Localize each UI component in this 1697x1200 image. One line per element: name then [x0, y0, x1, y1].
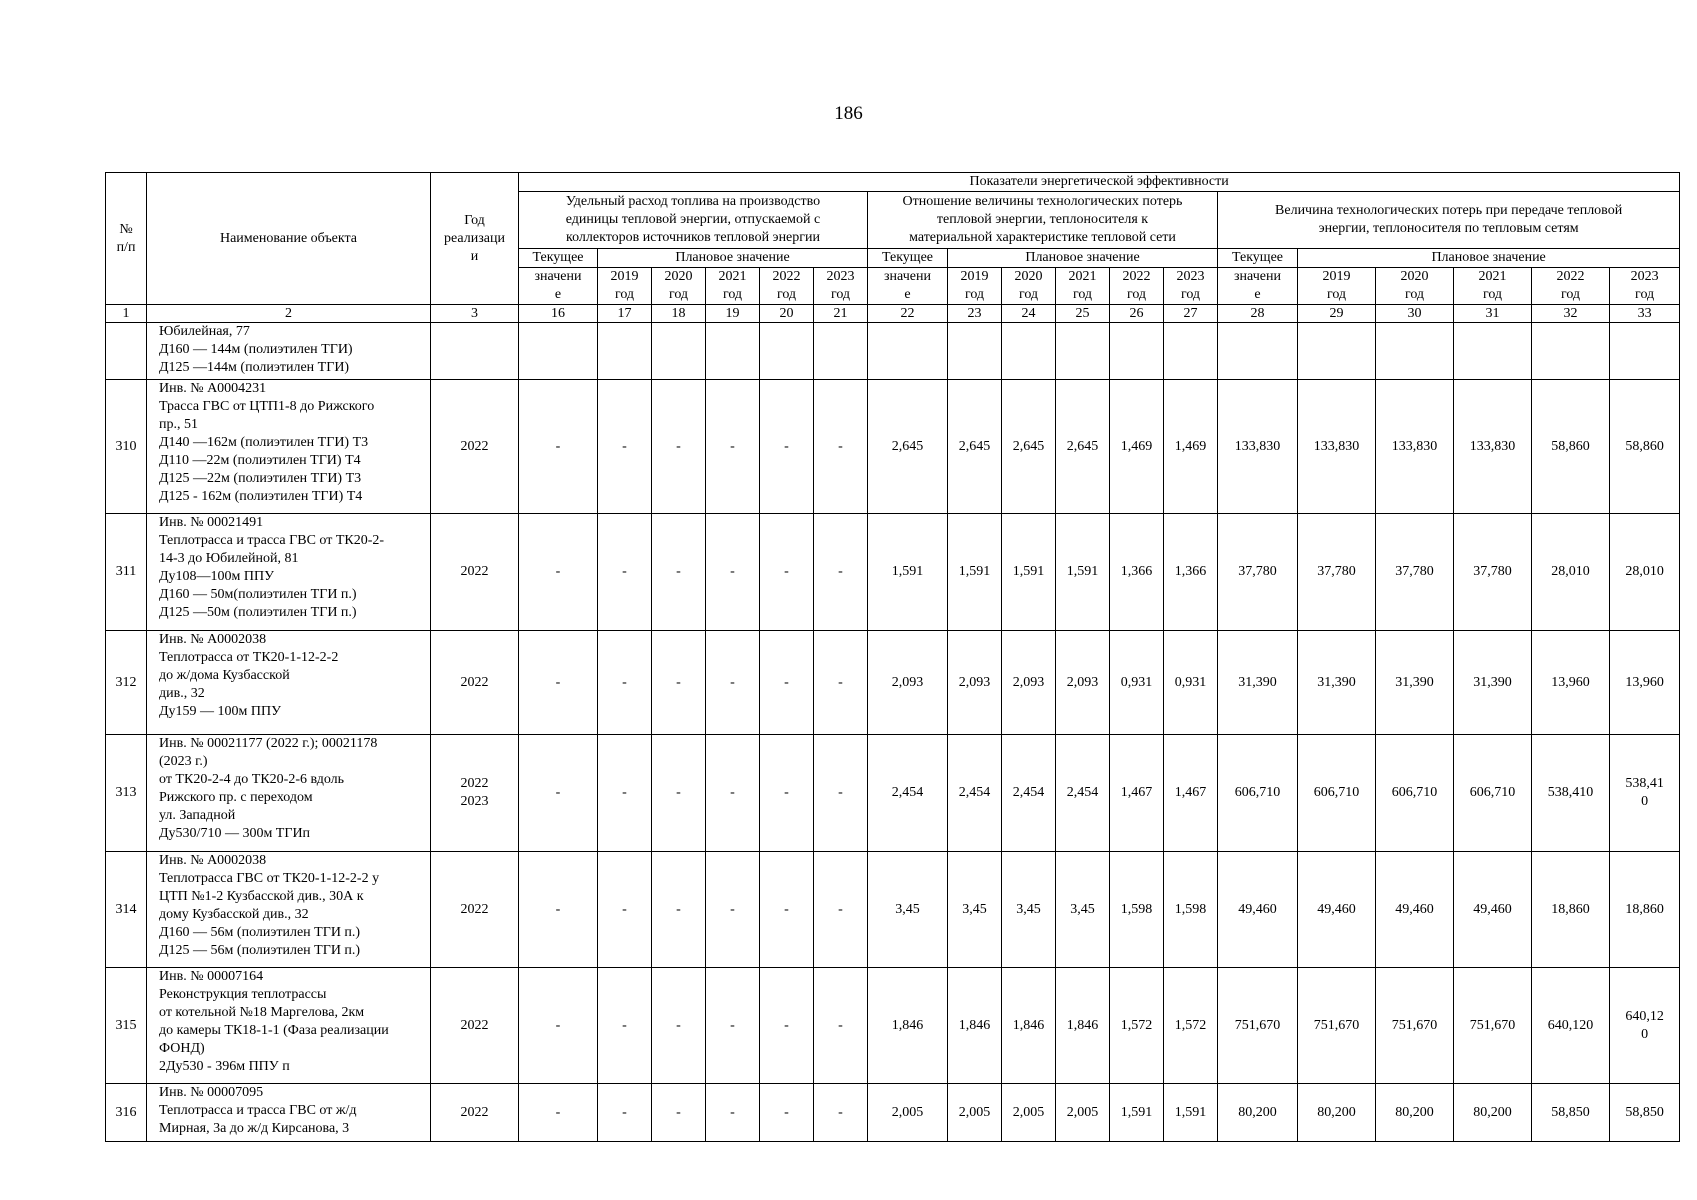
indicator-value — [1376, 323, 1454, 380]
indicator-value: 751,670 — [1376, 968, 1454, 1084]
indicator-value: - — [519, 380, 598, 514]
indicator-value: 2,645 — [948, 380, 1002, 514]
indicator-value: 133,830 — [1376, 380, 1454, 514]
table-row — [106, 735, 1680, 852]
implementation-year: 2022 — [431, 1084, 519, 1142]
indicator-value: 538,41 0 — [1610, 735, 1680, 852]
indicator-value: 37,780 — [1298, 514, 1376, 631]
header-current-value: значени е — [868, 268, 948, 305]
indicator-value: 1,591 — [1164, 1084, 1218, 1142]
indicator-value: 640,12 0 — [1610, 968, 1680, 1084]
indicator-value: 3,45 — [1002, 852, 1056, 968]
indicator-value: 1,591 — [1110, 1084, 1164, 1142]
header-year: Год реализаци и — [431, 173, 519, 305]
indicator-value: - — [706, 1084, 760, 1142]
header-year-2022: 2022 год — [1110, 268, 1164, 305]
indicator-value: 31,390 — [1298, 631, 1376, 735]
indicator-value: 1,467 — [1164, 735, 1218, 852]
indicator-value: 133,830 — [1454, 380, 1532, 514]
object-name: Инв. № 00021177 (2022 г.); 00021178 (2023 г.) от ТК20-2-4 до ТК20-2-6 вдоль Рижского пр. с переходом ул. Западной Ду530/710 — 300м ТГИп — [147, 735, 431, 852]
indicator-value: 751,670 — [1218, 968, 1298, 1084]
indicator-value: 606,710 — [1298, 735, 1376, 852]
indicator-value — [868, 323, 948, 380]
column-number: 22 — [868, 305, 948, 323]
indicator-value: 1,598 — [1110, 852, 1164, 968]
column-number: 27 — [1164, 305, 1218, 323]
indicator-value — [519, 323, 598, 380]
implementation-year: 2022 2023 — [431, 735, 519, 852]
header-year-2021: 2021 год — [706, 268, 760, 305]
indicator-value: 133,830 — [1298, 380, 1376, 514]
indicator-value: 2,005 — [868, 1084, 948, 1142]
indicator-value: - — [706, 735, 760, 852]
object-name: Инв. № 00021491 Теплотрасса и трасса ГВС от ТК20-2- 14-3 до Юбилейной, 81 Ду108—100м ППУ Д160 — 50м(полиэтилен ТГИ п.) Д125 —50м (полиэтилен ТГИ п.) — [147, 514, 431, 631]
indicator-value: - — [598, 852, 652, 968]
indicator-value: 37,780 — [1218, 514, 1298, 631]
header-group-loss-ratio: Отношение величины технологических потерь тепловой энергии, теплоносителя к материальной характеристике тепловой сети — [868, 192, 1218, 249]
row-number: 310 — [106, 380, 147, 514]
indicator-value — [1610, 323, 1680, 380]
indicator-value — [1110, 323, 1164, 380]
header-year-2023: 2023 год — [1610, 268, 1680, 305]
implementation-year: 2022 — [431, 380, 519, 514]
header-current: Текущее — [519, 249, 598, 268]
header-year-2022: 2022 год — [1532, 268, 1610, 305]
indicator-value: 1,591 — [948, 514, 1002, 631]
indicator-value: - — [652, 968, 706, 1084]
indicator-value: 2,454 — [868, 735, 948, 852]
indicator-value — [1164, 323, 1218, 380]
indicator-value: 751,670 — [1298, 968, 1376, 1084]
indicator-value: - — [760, 968, 814, 1084]
indicator-value: 2,005 — [1056, 1084, 1110, 1142]
indicator-value: - — [598, 968, 652, 1084]
column-number: 18 — [652, 305, 706, 323]
indicator-value: 18,860 — [1610, 852, 1680, 968]
indicator-value: - — [706, 968, 760, 1084]
indicator-value: - — [760, 852, 814, 968]
column-number: 20 — [760, 305, 814, 323]
indicator-value: 49,460 — [1376, 852, 1454, 968]
column-number: 2 — [147, 305, 431, 323]
energy-efficiency-table — [105, 172, 1680, 1142]
indicator-value: - — [814, 735, 868, 852]
column-number: 21 — [814, 305, 868, 323]
row-number: 311 — [106, 514, 147, 631]
indicator-value — [1298, 323, 1376, 380]
page-number: 186 — [834, 103, 863, 124]
header-group-fuel: Удельный расход топлива на производство единицы тепловой энергии, отпускаемой с коллекторов источников тепловой энергии — [519, 192, 868, 249]
indicator-value: - — [519, 852, 598, 968]
column-number: 29 — [1298, 305, 1376, 323]
implementation-year: 2022 — [431, 514, 519, 631]
indicator-value: 751,670 — [1454, 968, 1532, 1084]
implementation-year — [431, 323, 519, 380]
header-current: Текущее — [868, 249, 948, 268]
indicator-value: 28,010 — [1532, 514, 1610, 631]
indicator-value — [706, 323, 760, 380]
table-row — [106, 852, 1680, 968]
indicator-value: 2,093 — [1002, 631, 1056, 735]
column-number: 16 — [519, 305, 598, 323]
header-current-value: значени е — [519, 268, 598, 305]
header-year-2020: 2020 год — [652, 268, 706, 305]
indicator-value: 31,390 — [1454, 631, 1532, 735]
table-body — [106, 323, 1680, 1142]
indicator-value: 49,460 — [1298, 852, 1376, 968]
indicator-value: 1,846 — [948, 968, 1002, 1084]
implementation-year: 2022 — [431, 852, 519, 968]
indicator-value: - — [760, 1084, 814, 1142]
indicator-value: 1,366 — [1164, 514, 1218, 631]
indicator-value: 3,45 — [868, 852, 948, 968]
column-number: 28 — [1218, 305, 1298, 323]
indicator-value — [760, 323, 814, 380]
indicator-value: 13,960 — [1532, 631, 1610, 735]
row-number: 316 — [106, 1084, 147, 1142]
indicator-value: 80,200 — [1376, 1084, 1454, 1142]
indicator-value — [1532, 323, 1610, 380]
implementation-year: 2022 — [431, 968, 519, 1084]
column-number: 3 — [431, 305, 519, 323]
object-name: Инв. № 00007164 Реконструкция теплотрассы от котельной №18 Маргелова, 2км до камеры ТК18-1-1 (Фаза реализации ФОНД) 2Ду530 - 396м ППУ п — [147, 968, 431, 1084]
indicator-value: - — [652, 514, 706, 631]
indicator-value: 1,846 — [1002, 968, 1056, 1084]
row-number: 313 — [106, 735, 147, 852]
indicator-value: - — [814, 1084, 868, 1142]
indicator-value: - — [598, 380, 652, 514]
indicator-value: 1,591 — [868, 514, 948, 631]
indicator-value: 2,645 — [868, 380, 948, 514]
header-year-2019: 2019 год — [598, 268, 652, 305]
indicator-value: - — [519, 968, 598, 1084]
indicator-value: 2,645 — [1002, 380, 1056, 514]
object-name: Инв. № 00007095 Теплотрасса и трасса ГВС от ж/д Мирная, 3а до ж/д Кирсанова, 3 — [147, 1084, 431, 1142]
indicator-value: 2,454 — [1056, 735, 1110, 852]
header-current: Текущее — [1218, 249, 1298, 268]
indicator-value: 538,410 — [1532, 735, 1610, 852]
indicator-value: - — [652, 631, 706, 735]
header-year-2021: 2021 год — [1454, 268, 1532, 305]
header-year-2022: 2022 год — [760, 268, 814, 305]
indicator-value: - — [598, 735, 652, 852]
indicator-value — [1002, 323, 1056, 380]
indicator-value: 1,572 — [1164, 968, 1218, 1084]
indicator-value: 2,005 — [1002, 1084, 1056, 1142]
indicator-value: - — [652, 380, 706, 514]
indicator-value: 58,850 — [1532, 1084, 1610, 1142]
table-row — [106, 968, 1680, 1084]
indicator-value: 1,366 — [1110, 514, 1164, 631]
indicator-value: 58,860 — [1532, 380, 1610, 514]
column-number: 17 — [598, 305, 652, 323]
row-number: 314 — [106, 852, 147, 968]
indicator-value: 58,860 — [1610, 380, 1680, 514]
header-year-2021: 2021 год — [1056, 268, 1110, 305]
indicator-value: 2,454 — [948, 735, 1002, 852]
indicator-value: 2,093 — [868, 631, 948, 735]
indicator-value: - — [519, 1084, 598, 1142]
indicator-value: 1,846 — [1056, 968, 1110, 1084]
indicator-value: 58,850 — [1610, 1084, 1680, 1142]
row-number — [106, 323, 147, 380]
indicator-value: - — [814, 852, 868, 968]
indicator-value: - — [814, 631, 868, 735]
indicator-value: - — [760, 514, 814, 631]
row-number: 315 — [106, 968, 147, 1084]
indicator-value: 28,010 — [1610, 514, 1680, 631]
header-group-loss-value: Величина технологических потерь при передаче тепловой энергии, теплоносителя по тепловым сетям — [1218, 192, 1680, 249]
indicator-value: 49,460 — [1218, 852, 1298, 968]
table-row — [106, 323, 1680, 380]
indicator-value: 1,572 — [1110, 968, 1164, 1084]
indicator-value: - — [652, 852, 706, 968]
indicator-value — [652, 323, 706, 380]
row-number: 312 — [106, 631, 147, 735]
indicator-value — [814, 323, 868, 380]
header-year-2023: 2023 год — [814, 268, 868, 305]
indicator-value: - — [760, 631, 814, 735]
header-planned: Плановое значение — [1298, 249, 1680, 268]
indicator-value: - — [814, 968, 868, 1084]
indicator-value: - — [706, 852, 760, 968]
indicator-value — [1056, 323, 1110, 380]
header-no: № п/п — [106, 173, 147, 305]
indicator-value: - — [706, 380, 760, 514]
indicator-value: 1,467 — [1110, 735, 1164, 852]
indicator-value: 37,780 — [1376, 514, 1454, 631]
indicator-value: - — [519, 514, 598, 631]
indicator-value: - — [519, 631, 598, 735]
indicator-value: 18,860 — [1532, 852, 1610, 968]
column-number: 26 — [1110, 305, 1164, 323]
indicator-value — [1454, 323, 1532, 380]
indicator-value — [598, 323, 652, 380]
header-group-main: Показатели энергетической эффективности — [519, 173, 1680, 192]
column-number: 32 — [1532, 305, 1610, 323]
indicator-value: 2,005 — [948, 1084, 1002, 1142]
indicator-value: 1,598 — [1164, 852, 1218, 968]
indicator-value: - — [760, 735, 814, 852]
table-row — [106, 514, 1680, 631]
indicator-value: 0,931 — [1110, 631, 1164, 735]
indicator-value: 2,454 — [1002, 735, 1056, 852]
table-row — [106, 380, 1680, 514]
indicator-value: 606,710 — [1454, 735, 1532, 852]
indicator-value: - — [814, 514, 868, 631]
indicator-value: - — [706, 631, 760, 735]
indicator-value: - — [598, 1084, 652, 1142]
header-planned: Плановое значение — [948, 249, 1218, 268]
indicator-value: 3,45 — [948, 852, 1002, 968]
column-number: 19 — [706, 305, 760, 323]
column-number: 30 — [1376, 305, 1454, 323]
column-number: 25 — [1056, 305, 1110, 323]
indicator-value: 31,390 — [1376, 631, 1454, 735]
object-name: Инв. № А0002038 Теплотрасса ГВС от ТК20-1-12-2-2 у ЦТП №1-2 Кузбасской див., 30А к дому Кузбасской див., 32 Д160 — 56м (полиэтилен ТГИ п.) Д125 — 56м (полиэтилен ТГИ п.) — [147, 852, 431, 968]
object-name: Инв. № А0002038 Теплотрасса от ТК20-1-12-2-2 до ж/дома Кузбасской див., 32 Ду159 — 100м ППУ — [147, 631, 431, 735]
indicator-value: 31,390 — [1218, 631, 1298, 735]
header-current-value: значени е — [1218, 268, 1298, 305]
indicator-value: 2,093 — [948, 631, 1002, 735]
column-number: 23 — [948, 305, 1002, 323]
header-name: Наименование объекта — [147, 173, 431, 305]
indicator-value: - — [598, 514, 652, 631]
column-number-row — [106, 305, 1680, 323]
indicator-value: - — [652, 735, 706, 852]
header-year-2023: 2023 год — [1164, 268, 1218, 305]
indicator-value: 2,645 — [1056, 380, 1110, 514]
indicator-value: - — [706, 514, 760, 631]
header-year-2019: 2019 год — [948, 268, 1002, 305]
indicator-value: 2,093 — [1056, 631, 1110, 735]
header-year-2019: 2019 год — [1298, 268, 1376, 305]
object-name: Инв. № А0004231 Трасса ГВС от ЦТП1-8 до Рижского пр., 51 Д140 —162м (полиэтилен ТГИ) Т3 Д110 —22м (полиэтилен ТГИ) Т4 Д125 —22м (полиэтилен ТГИ) Т3 Д125 - 162м (полиэтилен ТГИ) Т4 — [147, 380, 431, 514]
column-number: 1 — [106, 305, 147, 323]
indicator-value: 1,469 — [1110, 380, 1164, 514]
indicator-value: 606,710 — [1376, 735, 1454, 852]
column-number: 33 — [1610, 305, 1680, 323]
column-number: 24 — [1002, 305, 1056, 323]
indicator-value — [1218, 323, 1298, 380]
indicator-value: 49,460 — [1454, 852, 1532, 968]
indicator-value: 80,200 — [1218, 1084, 1298, 1142]
indicator-value: - — [814, 380, 868, 514]
indicator-value: - — [652, 1084, 706, 1142]
indicator-value: 3,45 — [1056, 852, 1110, 968]
header-year-2020: 2020 год — [1376, 268, 1454, 305]
indicator-value: 1,591 — [1002, 514, 1056, 631]
indicator-value: - — [760, 380, 814, 514]
indicator-value: 13,960 — [1610, 631, 1680, 735]
indicator-value: 0,931 — [1164, 631, 1218, 735]
indicator-value: 80,200 — [1298, 1084, 1376, 1142]
indicator-value: 640,120 — [1532, 968, 1610, 1084]
indicator-value: 133,830 — [1218, 380, 1298, 514]
table-row — [106, 631, 1680, 735]
indicator-value: 1,591 — [1056, 514, 1110, 631]
indicator-value: 1,846 — [868, 968, 948, 1084]
column-number: 31 — [1454, 305, 1532, 323]
table-row — [106, 1084, 1680, 1142]
header-planned: Плановое значение — [598, 249, 868, 268]
header-year-2020: 2020 год — [1002, 268, 1056, 305]
indicator-value: 80,200 — [1454, 1084, 1532, 1142]
indicator-value: 606,710 — [1218, 735, 1298, 852]
indicator-value: 37,780 — [1454, 514, 1532, 631]
indicator-value: - — [598, 631, 652, 735]
indicator-value — [948, 323, 1002, 380]
indicator-value: - — [519, 735, 598, 852]
object-name: Юбилейная, 77 Д160 — 144м (полиэтилен ТГИ) Д125 —144м (полиэтилен ТГИ) — [147, 323, 431, 380]
implementation-year: 2022 — [431, 631, 519, 735]
indicator-value: 1,469 — [1164, 380, 1218, 514]
